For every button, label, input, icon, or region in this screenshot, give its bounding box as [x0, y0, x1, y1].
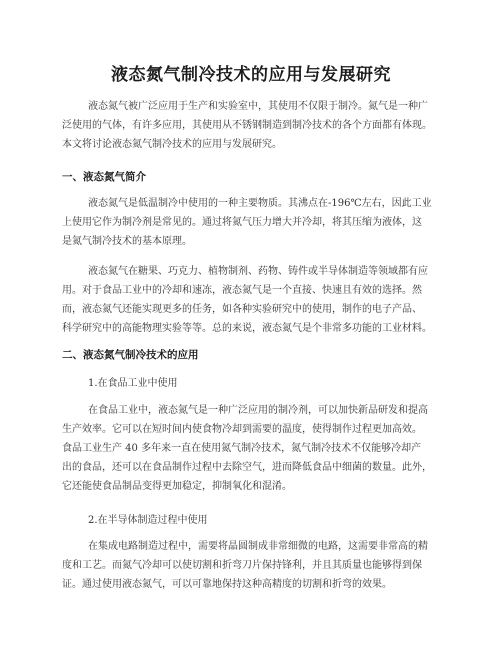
section-heading-1: 一、液态氮气简介: [62, 171, 146, 183]
paragraph-line: 在集成电路制造过程中，需要将晶圆制成非常细微的电路，这需要非常高的精: [88, 541, 428, 552]
document-title: 液态氮气制冷技术的应用与发展研究: [111, 65, 391, 85]
subsection2-paragraph: [62, 537, 462, 594]
paragraph-line: 证。通过使用液态氮气，可以可靠地保持这种高精度的切割和折弯的效果。: [62, 579, 392, 590]
intro-paragraph: [62, 97, 462, 154]
paragraph-line: 出的食品，还可以在食品制作过程中去除空气，进而降低食品中细菌的数量。此外，: [62, 462, 432, 473]
paragraph-line: 泛使用的气体，有许多应用，其使用从不锈钢制造到制冷技术的各个方面都有体现。: [62, 120, 432, 131]
paragraph-line: 本文将讨论液态氮气制冷技术的应用与发展研究。: [62, 139, 282, 150]
paragraph-line: 而，液态氮气还能实现更多的任务，如各种实验研究中的使用，制作的电子产品、: [62, 304, 422, 315]
paragraph-line: 它还能使食品制品变得更加稳定，抑制氧化和混淆。: [62, 481, 292, 492]
paragraph-line: 生产效率。它可以在短时间内使食物冷却到需要的温度，使得制作过程更加高效。: [62, 424, 422, 435]
paragraph-line: 液态氮气是低温制冷中使用的一种主要物质。其沸点在-196℃左右，因此工业: [88, 198, 432, 209]
paragraph-line: 食品工业生产 40 多年来一直在使用氮气制冷技术，氮气制冷技术不仅能够冷却产: [62, 443, 422, 454]
paragraph-line: 用。对于食品工业中的冷却和速冻，液态氮气是一个直接、快速且有效的选择。然: [62, 285, 422, 296]
paragraph-line: 液态氮气被广泛应用于生产和实验室中，其使用不仅限于制冷。氮气是一种广: [88, 101, 428, 112]
subsection1-paragraph: [62, 401, 462, 496]
paragraph-line: 度和工艺。而氮气冷却可以使切割和折弯刀片保持锋利，并且其质量也能够得到保: [62, 560, 422, 571]
paragraph-line: 液态氮气在糖果、巧克力、植物制剂、药物、铸件或半导体制造等领域都有应: [88, 266, 428, 277]
paragraph-line: 科学研究中的高能物理实验等等。总的来说，液态氮气是个非常多功能的工业材料。: [62, 323, 432, 334]
paragraph-line: 是氮气制冷技术的基本原理。: [62, 236, 192, 247]
paragraph-line: 在食品工业中，液态氮气是一种广泛应用的制冷剂，可以加快新品研发和提高: [88, 405, 428, 416]
subsection-heading-1: 1.在食品工业中使用: [88, 378, 178, 389]
subsection-heading-2: 2.在半导体制造过程中使用: [88, 515, 208, 526]
paragraph-line: 上使用它作为制冷剂是常见的。通过将氮气压力增大并冷却，将其压缩为液体，这: [62, 217, 422, 228]
section-heading-2: 二、液态氮气制冷技术的应用: [62, 349, 199, 361]
section1-paragraph-1: [62, 194, 462, 251]
section1-paragraph-2: [62, 262, 462, 338]
